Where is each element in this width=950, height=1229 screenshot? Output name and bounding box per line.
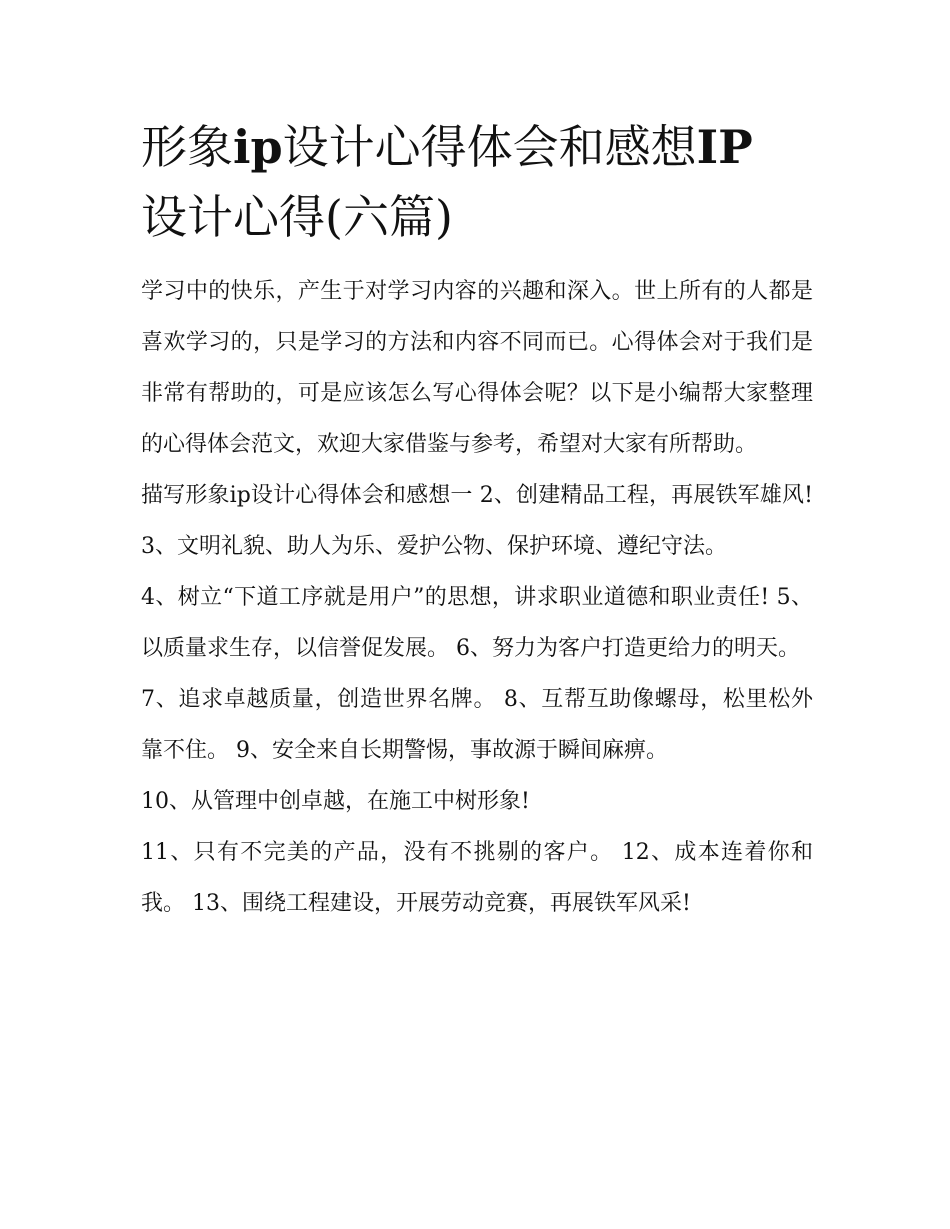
title-part: 设计心得体会和感想 [282, 120, 697, 174]
paragraph-slogans-1: 描写形象ip设计心得体会和感想一 2、创建精品工程，再展铁军雄风! 3、文明礼貌、助人为乐、爱护公物、保护环境、遵纪守法。 [141, 483, 813, 559]
document-page [141, 112, 813, 929]
paragraph-slogans-2: 4、树立“下道工序就是用户”的思想，讲求职业道德和职业责任! 5、以质量求生存，以信誉促发展。 6、努力为客户打造更给力的明天。 [141, 585, 813, 661]
paragraph-intro: 学习中的快乐，产生于对学习内容的兴趣和深入。世上所有的人都是喜欢学习的，只是学习的方法和内容不同而已。心得体会对于我们是非常有帮助的，可是应该怎么写心得体会呢？以下是小编帮大家整理的心得体会范文，欢迎大家借鉴与参考，希望对大家有所帮助。 [141, 279, 813, 457]
title-part: IP [696, 120, 753, 174]
paragraph-slogans-4: 10、从管理中创卓越，在施工中树形象! [141, 789, 530, 814]
title-part: 设计心得(六篇) [141, 190, 453, 244]
paragraph-slogans-3: 7、追求卓越质量，创造世界名牌。 8、互帮互助像螺母，松里松外靠不住。 9、安全来自长期警惕，事故源于瞬间麻痹。 [141, 687, 813, 763]
title-part: ip [233, 120, 283, 174]
title-part: 形象 [141, 120, 233, 174]
paragraph-slogans-5: 11、只有不完美的产品，没有不挑剔的客户。 12、成本连着你和我。 13、围绕工程建设，开展劳动竞赛，再展铁军风采! [141, 840, 813, 916]
document-title [141, 112, 813, 252]
